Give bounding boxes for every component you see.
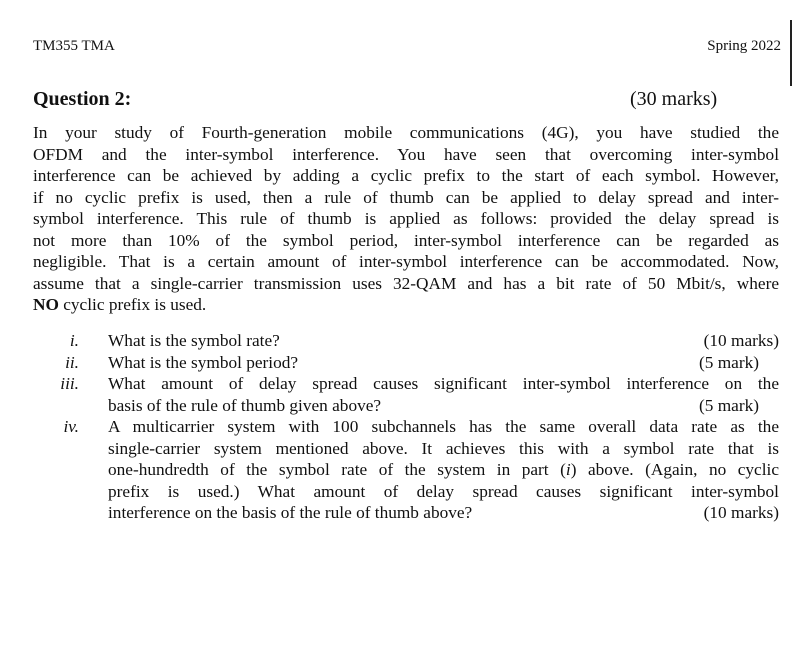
term-label: Spring 2022 xyxy=(707,38,781,54)
sub-question-iii xyxy=(33,373,779,416)
item-text: What is the symbol rate? xyxy=(108,331,280,350)
item-marks: (5 mark) xyxy=(699,352,759,372)
sub-question-ii xyxy=(33,352,779,374)
intro-line: OFDM and the inter-symbol interference. You have seen that overcoming inter-symbol xyxy=(33,144,779,164)
intro-line: symbol interference. This rule of thumb is applied as follows: provided the delay spread is xyxy=(33,209,779,228)
question-marks: (30 marks) xyxy=(630,88,718,110)
item-number: ii. xyxy=(65,352,79,372)
intro-line-last xyxy=(33,294,779,316)
item-text: prefix is used.) What amount of delay spread causes significant inter-symbol xyxy=(108,481,779,501)
sub-question-list xyxy=(33,330,779,524)
item-text: interference on the basis of the rule of thumb above? xyxy=(108,503,473,522)
item-number: i. xyxy=(69,331,79,350)
course-code: TM355 TMA xyxy=(33,38,115,54)
item-text: single-carrier system mentioned above. It achieves this with a symbol rate that is xyxy=(108,438,779,458)
sub-question-iv xyxy=(33,416,779,524)
intro-line: not more than 10% of the symbol period, inter-symbol interference can be regarded as xyxy=(33,230,779,250)
item-marks: (5 mark) xyxy=(699,395,759,415)
item-text-part xyxy=(108,460,779,479)
intro-line: negligible. That is a certain amount of inter-symbol interference can be accommodated. Now, xyxy=(33,252,779,271)
item-text: A multicarrier system with 100 subchannels has the same overall data rate as the xyxy=(108,417,779,436)
sub-question-i xyxy=(33,330,779,352)
item-text: What is the symbol period? xyxy=(108,352,299,372)
intro-line: assume that a single-carrier transmission uses 32-QAM and has a bit rate of 50 Mbit/s, where xyxy=(33,273,779,293)
item-text-segment: one-hundredth of the symbol rate of the system in part ( xyxy=(108,460,566,479)
item-text-segment: ) above. (Again, no cyclic xyxy=(570,460,779,479)
item-number: iii. xyxy=(60,374,79,393)
item-marks: (10 marks) xyxy=(703,331,779,350)
emphasis-no: NO xyxy=(33,295,59,314)
part-reference: i xyxy=(565,460,571,479)
question-title: Question 2: xyxy=(33,88,132,110)
intro-line: In your study of Fourth-generation mobile communications (4G), you have studied the xyxy=(33,123,779,142)
item-text: What amount of delay spread causes significant inter-symbol interference on the xyxy=(108,374,779,393)
item-marks: (10 marks) xyxy=(703,503,779,522)
intro-line: interference can be achieved by adding a cyclic prefix to the start of each symbol. However, xyxy=(33,166,779,185)
item-number: iv. xyxy=(63,417,79,436)
question-intro xyxy=(33,122,779,316)
intro-line: if no cyclic prefix is used, then a rule of thumb can be applied to delay spread and inter- xyxy=(33,187,779,207)
page-edge-divider xyxy=(790,20,792,86)
intro-last-rest: cyclic prefix is used. xyxy=(58,295,207,314)
item-text: basis of the rule of thumb given above? xyxy=(108,395,382,415)
